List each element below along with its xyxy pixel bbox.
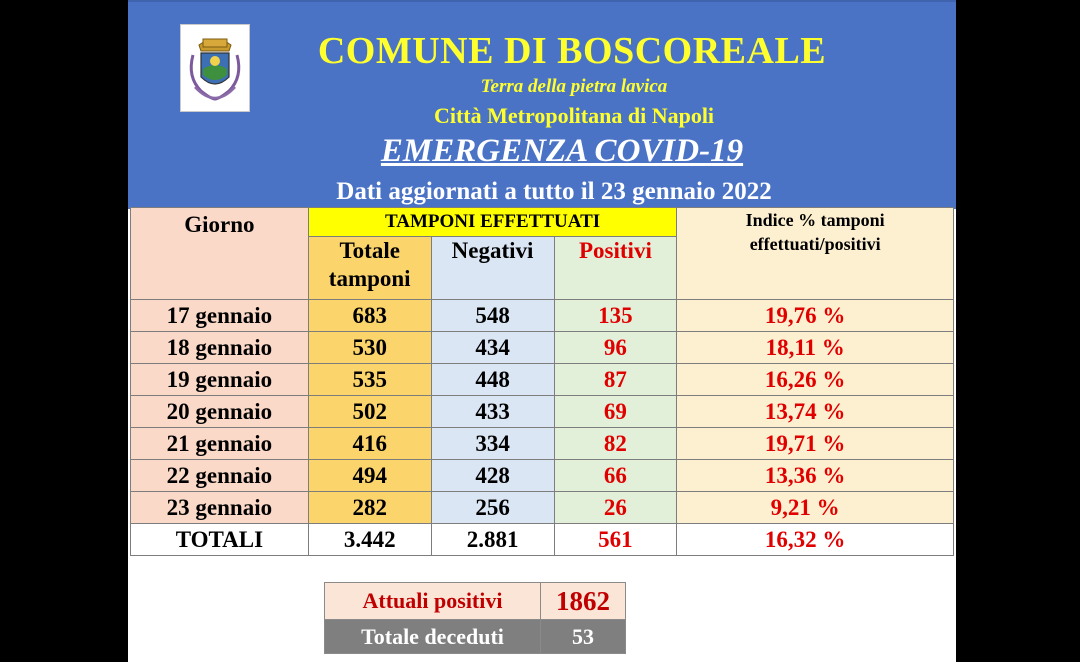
day-cell: 18 gennaio	[131, 332, 309, 364]
summary-row-attuali	[325, 583, 626, 620]
emergency-heading: EMERGENZA COVID-19	[380, 133, 744, 169]
summary-row-deceduti	[325, 620, 626, 654]
positivi-cell: 87	[554, 364, 677, 396]
negativi-cell: 434	[431, 332, 554, 364]
totale-header-line1: Totale	[339, 238, 400, 263]
totale-header-line2: tamponi	[328, 266, 411, 291]
totale-cell: 683	[308, 300, 431, 332]
positivi-cell: 69	[554, 396, 677, 428]
totals-label: TOTALI	[131, 524, 309, 556]
indice-header-line1: Indice % tamponi	[745, 210, 885, 230]
table-row	[131, 460, 954, 492]
indice-cell: 18,11 %	[677, 332, 954, 364]
table-row	[131, 396, 954, 428]
page-title: COMUNE DI BOSCOREALE	[317, 30, 827, 72]
negativi-cell: 428	[431, 460, 554, 492]
indice-cell: 13,36 %	[677, 460, 954, 492]
summary-table	[324, 582, 626, 654]
totals-row	[131, 524, 954, 556]
table-row	[131, 428, 954, 460]
indice-cell: 13,74 %	[677, 396, 954, 428]
negativi-cell: 433	[431, 396, 554, 428]
indice-cell: 19,71 %	[677, 428, 954, 460]
indice-header-line2: effettuati/positivi	[749, 234, 881, 254]
day-cell: 23 gennaio	[131, 492, 309, 524]
metro-city-label: Città Metropolitana di Napoli	[433, 103, 715, 128]
day-cell: 20 gennaio	[131, 396, 309, 428]
table-row	[131, 332, 954, 364]
bulletin-page	[128, 0, 956, 662]
town-motto: Terra della pietra lavica	[480, 76, 668, 97]
positivi-cell: 135	[554, 300, 677, 332]
totale-cell: 494	[308, 460, 431, 492]
header-banner	[128, 0, 956, 209]
day-cell: 17 gennaio	[131, 300, 309, 332]
totale-cell: 502	[308, 396, 431, 428]
column-header-giorno: Giorno	[131, 208, 309, 300]
covid-tests-table	[130, 207, 954, 556]
indice-cell: 9,21 %	[677, 492, 954, 524]
table-header-row	[131, 208, 954, 237]
positivi-cell: 26	[554, 492, 677, 524]
column-group-tamponi: TAMPONI EFFETTUATI	[308, 208, 677, 237]
table-row	[131, 492, 954, 524]
totals-negativi: 2.881	[431, 524, 554, 556]
negativi-cell: 448	[431, 364, 554, 396]
day-cell: 19 gennaio	[131, 364, 309, 396]
table-row	[131, 300, 954, 332]
totale-cell: 416	[308, 428, 431, 460]
totale-cell: 282	[308, 492, 431, 524]
attuali-positivi-value: 1862	[541, 583, 626, 620]
totale-cell: 535	[308, 364, 431, 396]
table-body	[131, 208, 954, 556]
column-header-negativi: Negativi	[431, 237, 554, 300]
totals-indice: 16,32 %	[677, 524, 954, 556]
totale-cell: 530	[308, 332, 431, 364]
column-header-indice	[677, 208, 954, 300]
positivi-cell: 96	[554, 332, 677, 364]
column-header-positivi: Positivi	[554, 237, 677, 300]
totale-deceduti-value: 53	[541, 620, 626, 654]
negativi-cell: 256	[431, 492, 554, 524]
column-header-totale	[308, 237, 431, 300]
positivi-cell: 66	[554, 460, 677, 492]
positivi-cell: 82	[554, 428, 677, 460]
attuali-positivi-label: Attuali positivi	[325, 583, 541, 620]
totals-positivi: 561	[554, 524, 677, 556]
table-row	[131, 364, 954, 396]
totals-totale: 3.442	[308, 524, 431, 556]
negativi-cell: 548	[431, 300, 554, 332]
indice-cell: 16,26 %	[677, 364, 954, 396]
day-cell: 21 gennaio	[131, 428, 309, 460]
day-cell: 22 gennaio	[131, 460, 309, 492]
negativi-cell: 334	[431, 428, 554, 460]
totale-deceduti-label: Totale deceduti	[325, 620, 541, 654]
indice-cell: 19,76 %	[677, 300, 954, 332]
update-date-label: Dati aggiornati a tutto il 23 gennaio 2022	[336, 178, 772, 205]
